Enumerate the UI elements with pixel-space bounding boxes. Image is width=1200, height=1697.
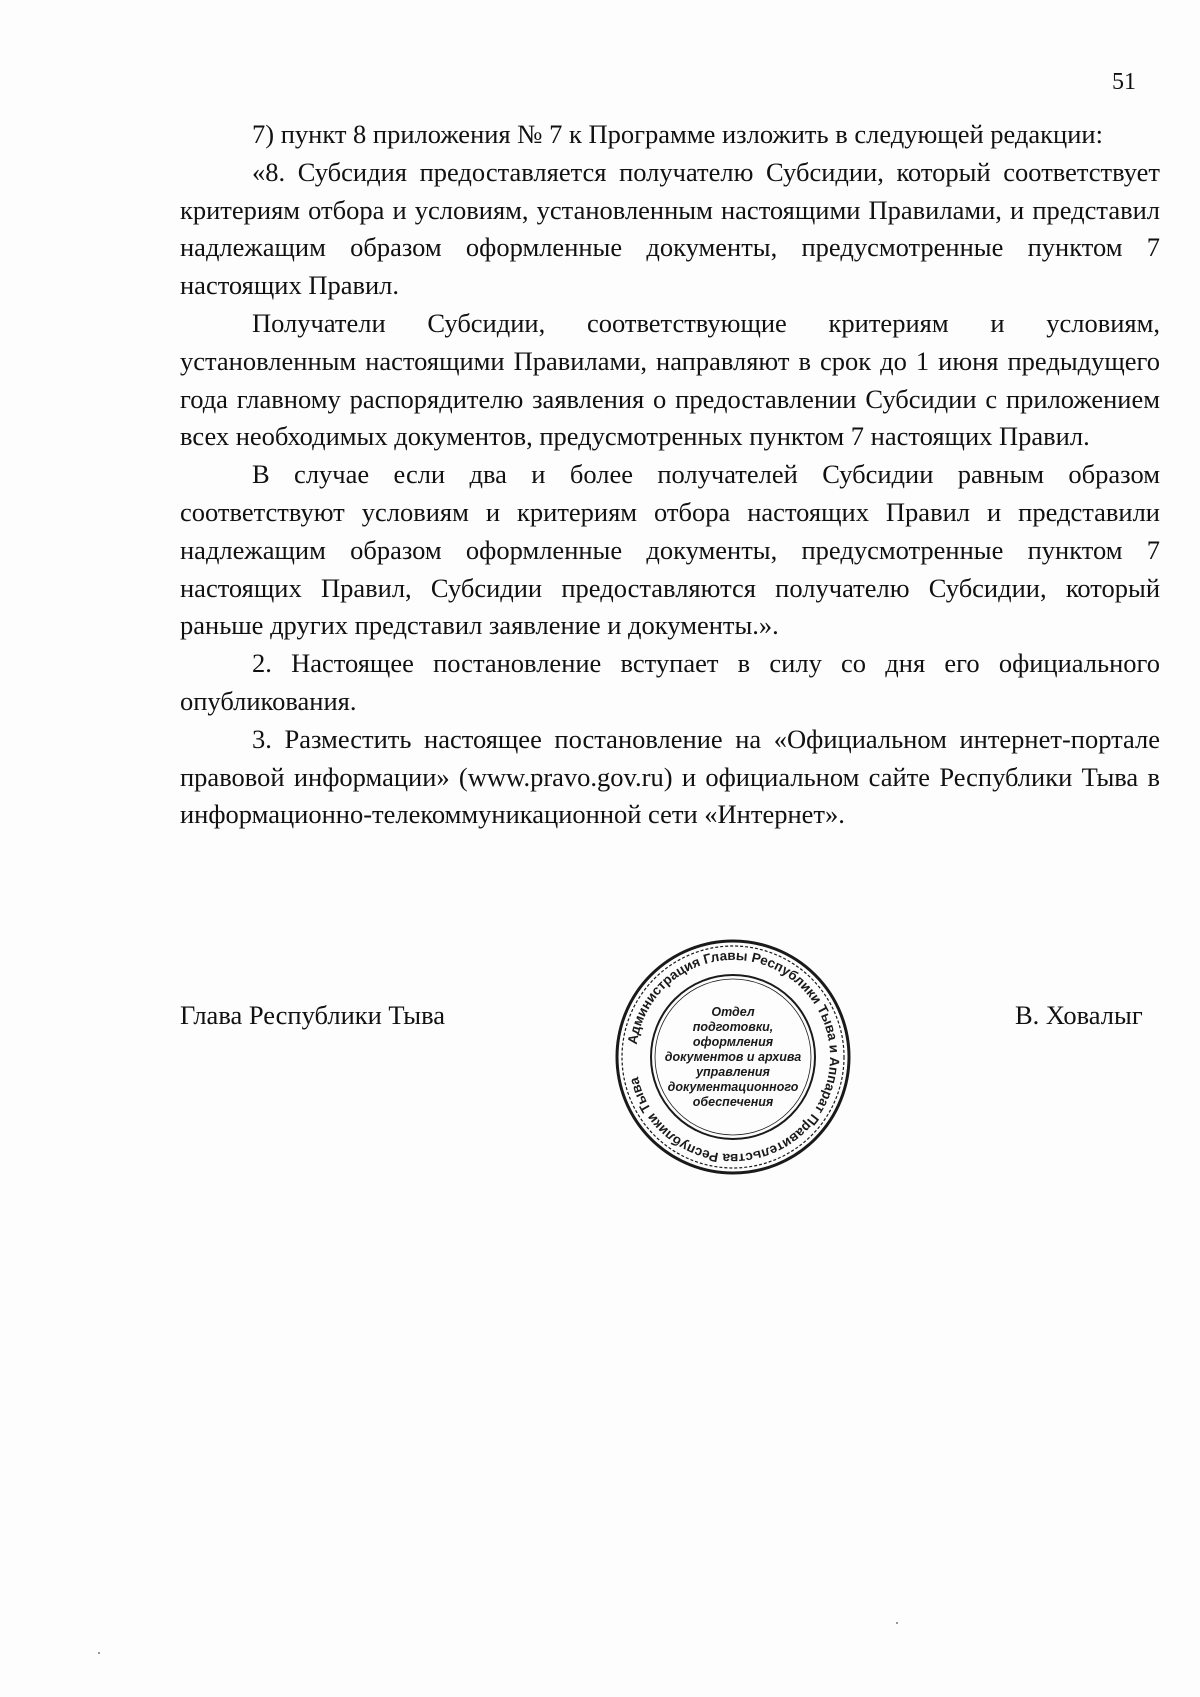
scan-speck bbox=[98, 1652, 100, 1654]
page-number: 51 bbox=[1112, 69, 1136, 95]
official-seal-stamp bbox=[613, 937, 853, 1177]
document-body bbox=[180, 116, 1160, 834]
paragraph-publication: 3. Разместить настоящее постановление на «Официальном интернет-портале правовой информации» (www.pravo.gov.ru) и официальном сайте Республики Тыва в информационно-телекоммуникационной сети «Интернет». bbox=[180, 723, 1160, 830]
seal-center-line: подготовки, bbox=[692, 1020, 774, 1034]
seal-center-line: обеспечения bbox=[692, 1095, 774, 1109]
seal-center-line: Отдел bbox=[711, 1005, 755, 1019]
seal-center-line: оформления bbox=[692, 1035, 774, 1049]
signatory-role: Глава Республики Тыва bbox=[180, 1000, 446, 1030]
seal-center-text bbox=[665, 1005, 802, 1109]
paragraph-recipients-deadline: Получатели Субсидии, соответствующие критериям и условиям, установленным настоящими Правилами, направляют в срок до 1 июня предыдущего года главному распорядителю заявления о предоставлении Субсидии с приложением всех необходимых документов, предусмотренных пунктом 7 настоящих Правил. bbox=[180, 307, 1160, 452]
paragraph-equal-recipients: В случае если два и более получателей Субсидии равным образом соответствуют условиям и критериям отбора настоящих Правил и представили надлежащим образом оформленные документы, предусмотренные пунктом 7 настоящих Правил, Субсидии предоставляются получателю Субсидии, который раньше других представил заявление и документы.». bbox=[180, 459, 1160, 641]
paragraph-amendment-intro: 7) пункт 8 приложения № 7 к Программе изложить в следующей редакции: bbox=[252, 119, 1103, 149]
paragraph-effective-date: 2. Настоящее постановление вступает в силу со дня его официального опубликования. bbox=[180, 648, 1160, 716]
signatory-name: В. Ховалыг bbox=[1015, 1000, 1143, 1030]
seal-center-line: документационного bbox=[667, 1080, 799, 1094]
seal-center-line: документов и архива bbox=[664, 1050, 802, 1064]
seal-center-line: управления bbox=[696, 1065, 770, 1079]
seal-graphic bbox=[613, 937, 853, 1177]
seal-ring-text: Администрация Главы Республики Тыва и Аппарат Правительства Республики Тыва bbox=[624, 947, 843, 1167]
scan-speck bbox=[896, 1622, 898, 1624]
paragraph-subsidy-clause-8: «8. Субсидия предоставляется получателю Субсидии, который соответствует критериям отбора и условиям, установленным настоящими Правилами, и представил надлежащим образом оформленные документы, предусмотренные пунктом 7 настоящих Правил. bbox=[180, 156, 1160, 301]
